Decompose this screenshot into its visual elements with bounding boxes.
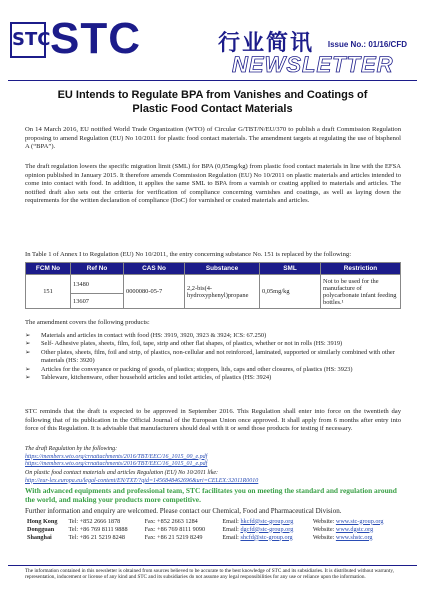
list-item xyxy=(25,366,401,374)
website-link[interactable]: www.shstc.org xyxy=(335,533,373,541)
email-label-text: Email: xyxy=(222,533,239,541)
email-label xyxy=(220,525,310,533)
list-item xyxy=(25,340,401,348)
footer-divider xyxy=(8,565,417,566)
header-divider xyxy=(8,80,417,81)
paragraph-sml: The draft regulation lowers the specific migration limit (SML) for BPA (0,05mg/kg) from plastic food contact materials in line with the EFSA opinion published in January 2015. It therefore amends Commission Regulation (EU) No 10/2011 on plastic materials and articles intended to come into contact with food. In addition, it applies the same SML to BPA from a varnish or coating applied to materials and articles. The notified draft also sets out the criteria for verification of compliance concerning varnishes and coatings, as well as laying down the requirements for the written declaration of compliance (DoC) for varnished or coated materials and articles. xyxy=(25,163,401,205)
table-row xyxy=(25,525,401,533)
stc-logo-icon xyxy=(10,22,51,58)
website-label xyxy=(311,525,401,533)
col-header: Substance xyxy=(185,263,260,275)
phone-number: Tel: +852 2666 1878 xyxy=(68,517,121,525)
draft-reference xyxy=(25,446,207,469)
disclaimer: The information contained in this newsletter is obtained from sources believed to be accurate to the best knowledge of STC and its subsidiaries. It is distributed without warranty, representation, inducement or license of any kind and STC and its subsidiaries do not assume any legal responsibilities for any use or reliance upon the information. xyxy=(25,568,394,581)
col-header: Ref No xyxy=(71,263,124,275)
website-label xyxy=(311,517,401,525)
ref-no-cell: 13607 xyxy=(71,294,124,309)
paragraph-reminder: STC reminds that the draft is expected to be approved in September 2016. This Regulation shall enter into force on the twentieth day following that of its publication in the Official Journal of the European Union once approved. It shall apply from 6 months after entry into force of this Regulation. It is advisable that manufacturers should deal with it or send those products for testing if necessary. xyxy=(25,408,401,433)
email-label-text: Email: xyxy=(222,517,239,525)
phone-number: Tel: +86 21 5219 8248 xyxy=(68,533,125,541)
draft-link-2[interactable]: https://members.wto.org/crnattachments/2016/TBT/EEC/16_1015_01_e.pdf xyxy=(25,461,208,468)
product-text: Articles for the conveyance or packing of goods, of plastics; stoppers, lids, caps and other closures, of plastics (HS: 3923) xyxy=(41,365,353,373)
fax-number: Fax: +86 769 8111 9090 xyxy=(144,525,206,533)
regulation-reference xyxy=(25,470,258,485)
arrow-bullet-icon: ➢ xyxy=(25,348,31,356)
table-header-row xyxy=(26,263,401,275)
col-header: SML xyxy=(260,263,321,275)
col-header: FCM No xyxy=(26,263,71,275)
website-label-text: Website: xyxy=(312,533,335,541)
list-item xyxy=(25,332,401,340)
newsletter-header xyxy=(0,0,425,80)
issue-number: Issue No.: 01/16/CFD xyxy=(327,40,407,49)
brand-name: STC xyxy=(50,14,141,63)
website-label-text: Website: xyxy=(312,517,335,525)
cas-no-cell: 0000080-05-7 xyxy=(124,275,185,309)
arrow-bullet-icon: ➢ xyxy=(25,340,31,348)
paragraph-products-intro: The amendment covers the following products: xyxy=(25,319,150,326)
substance-table xyxy=(25,262,401,309)
website-label xyxy=(311,533,401,541)
product-text: Materials and articles in contact with food (HS: 3919, 3920, 3923 & 3924; ICS: 67.250) xyxy=(41,332,267,339)
contacts-table xyxy=(25,517,401,541)
email-link[interactable]: hkcfd@stc-group.org xyxy=(240,517,294,525)
title-line-2: Plastic Food Contact Materials xyxy=(132,103,293,115)
website-link[interactable]: www.dgstc.org xyxy=(335,525,374,533)
phone-number: Tel: +86 769 8111 9888 xyxy=(68,525,128,533)
paragraph-intro: On 14 March 2016, EU notified World Trade Organization (WTO) of Circular G/TBT/N/EU/370 to publish a draft Commission Regulation proposing to amend Regulation (EU) No 10/2011 for plastic food contact materials. The amendment targets at regulating the use of bisphenol A (“BPA”). xyxy=(25,126,401,151)
email-link[interactable]: dgcfd@stc-group.org xyxy=(240,525,294,533)
col-header: CAS No xyxy=(124,263,185,275)
list-item xyxy=(25,374,401,382)
sml-cell: 0,05mg/kg xyxy=(260,275,321,309)
contact-intro: Further information and enquiry are welcomed. Please contact our Chemical, Food and Pharmaceutical Division. xyxy=(25,507,342,515)
email-link[interactable]: shcfd@stc-group.org xyxy=(240,533,293,541)
arrow-bullet-icon: ➢ xyxy=(25,365,31,373)
article-title xyxy=(40,88,385,116)
table-row xyxy=(25,517,401,525)
city-name: Hong Kong xyxy=(27,517,58,525)
paragraph-table-intro: In Table 1 of Annex I to Regulation (EU) No 10/2011, the entry concerning substance No. 151 is replaced by the following: xyxy=(25,251,352,258)
email-label xyxy=(220,517,310,525)
table-row xyxy=(25,533,401,541)
product-list xyxy=(25,332,401,382)
promo-statement: With advanced equipments and professional team, STC facilitates you on meeting the standard and regulation around the world, and making your products more competitive. xyxy=(25,486,397,505)
table-row xyxy=(26,275,401,294)
ref-no-cell: 13480 xyxy=(71,275,124,294)
title-line-1: EU Intends to Regulate BPA from Vanishes and Coatings of xyxy=(57,89,368,101)
fax-number: Fax: +86 21 5219 8249 xyxy=(144,533,203,541)
regulation-link[interactable]: http://eur-lex.europa.eu/legal-content/EN/TXT/?qid=1456848462696&uri=CELEX:32011R0010 xyxy=(25,477,259,484)
product-text: Tableware, kitchenware, other household articles and toilet articles, of plastics (HS: 3924) xyxy=(41,374,272,382)
product-text: Self- Adhesive plates, sheets, film, foil, tape, strip and other flat shapes, of plastics, whether or not in rolls (HS: 3919) xyxy=(41,340,343,348)
substance-cell: 2,2-bis(4-hydroxyphenyl)propane xyxy=(185,275,260,309)
arrow-bullet-icon: ➢ xyxy=(25,374,31,382)
newsletter-label: NEWSLETTER xyxy=(232,52,394,77)
logo-glyph: STC xyxy=(12,29,51,50)
website-link[interactable]: www.stc-group.org xyxy=(335,517,384,525)
restriction-cell: Not to be used for the manufacture of polycarbonate infant feeding bottles.¹ xyxy=(321,275,401,309)
draft-link-1[interactable]: https://members.wto.org/crnattachments/2016/TBT/EEC/16_1015_00_e.pdf xyxy=(25,453,208,460)
list-item xyxy=(25,349,401,366)
email-label-text: Email: xyxy=(222,525,239,533)
fax-number: Fax: +852 2663 1284 xyxy=(144,517,198,525)
website-label-text: Website: xyxy=(312,525,335,533)
email-label xyxy=(220,533,310,541)
regulation-label: On plastic food contact materials and articles Regulation (EU) No 10/2011 like: xyxy=(25,470,219,476)
col-header: Restriction xyxy=(321,263,401,275)
city-name: Dongguan xyxy=(27,525,55,533)
fcm-no-cell: 151 xyxy=(26,275,71,309)
draft-label: The draft Regulation by the following: xyxy=(25,446,118,452)
product-text: Other plates, sheets, film, foil and strip, of plastics, non-cellular and not reinforced, laminated, supported or similarly combined with other materials (HS: 3920) xyxy=(41,348,395,365)
city-name: Shanghai xyxy=(27,533,52,541)
arrow-bullet-icon: ➢ xyxy=(25,332,31,339)
chinese-title: 行业简讯 xyxy=(218,31,315,56)
